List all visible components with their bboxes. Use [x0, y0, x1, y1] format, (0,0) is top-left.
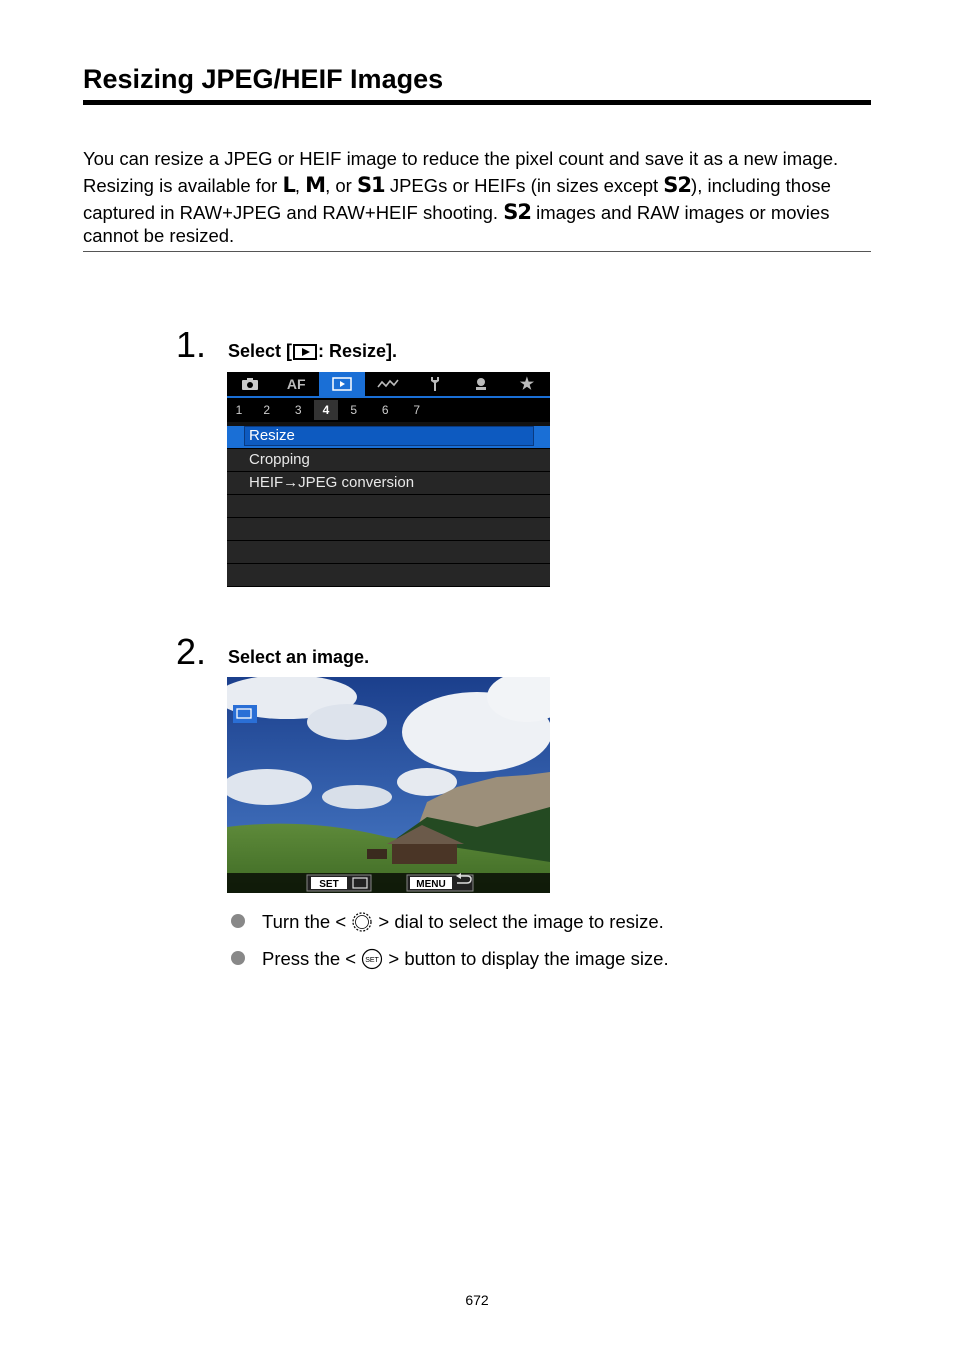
menu-item-empty [227, 564, 550, 587]
play-icon[interactable] [319, 372, 365, 396]
menu-item-empty [227, 518, 550, 541]
subtab-4[interactable]: 4 [314, 400, 338, 420]
intro-paragraph [83, 146, 873, 246]
instruction-2: Press the < SET > button to display the image size. [262, 948, 669, 969]
intro-line-3: captured in RAW+JPEG and RAW+HEIF shooting. S2 images and RAW images or movies [83, 200, 830, 224]
subtab-5[interactable]: 5 [350, 403, 358, 417]
size-s1-icon: S1 [356, 173, 385, 197]
size-s2-icon: S2 [663, 173, 692, 197]
size-s2-icon: S2 [503, 200, 531, 224]
intro-line-4: cannot be resized. [83, 225, 235, 246]
menu-item-cropping[interactable]: Cropping [227, 449, 550, 472]
menu-button-label: MENU [416, 879, 446, 890]
menu-subtabs [227, 398, 550, 422]
menu-tabs [227, 372, 550, 398]
step-2-number: 2. [176, 631, 207, 672]
custom-icon[interactable] [458, 372, 504, 396]
intro-line-1: You can resize a JPEG or HEIF image to reduce the pixel count and save it as a new image. [83, 148, 839, 169]
subtab-2[interactable]: 2 [263, 403, 271, 417]
step-2-label: Select an image. [228, 647, 370, 667]
intro-line-2: Resizing is available for L, M, or S1 JPEGs or HEIFs (in sizes except S2), including those [83, 173, 831, 197]
camera-icon[interactable] [227, 372, 273, 396]
divider [83, 251, 871, 252]
subtab-1[interactable]: 1 [235, 403, 243, 417]
menu-item-resize[interactable]: Resize [227, 426, 550, 449]
menu-item-empty [227, 495, 550, 518]
size-l-icon: L [282, 173, 295, 197]
step-1-number: 1. [176, 324, 207, 365]
bullet-2 [231, 951, 245, 965]
landscape-photo [227, 677, 550, 893]
step-1-label: Select [ : Resize]. [228, 341, 398, 361]
page-number: 672 [465, 1292, 489, 1308]
tab-af[interactable]: AF [286, 376, 306, 392]
svg-text:SET: SET [365, 957, 380, 964]
camera-menu-screen [227, 372, 550, 587]
page-title: Resizing JPEG/HEIF Images [83, 62, 871, 105]
playback-icon [293, 344, 317, 360]
size-m-icon: M [305, 173, 326, 197]
main-dial-icon [351, 911, 373, 933]
star-icon[interactable]: ★ [519, 376, 535, 393]
set-button-label: SET [319, 879, 339, 890]
menu-item-heif-jpeg[interactable]: HEIF→JPEG conversion [227, 472, 550, 495]
bullet-1 [231, 914, 245, 928]
instruction-1: Turn the < > dial to select the image to resize. [262, 911, 664, 932]
wave-icon[interactable] [365, 372, 411, 396]
set-button-icon [361, 948, 383, 970]
subtab-6[interactable]: 6 [381, 403, 389, 417]
subtab-7[interactable]: 7 [413, 403, 421, 417]
wrench-icon[interactable] [412, 372, 458, 396]
playback-image-screen [227, 677, 550, 893]
menu-item-empty [227, 541, 550, 564]
subtab-3[interactable]: 3 [294, 403, 302, 417]
